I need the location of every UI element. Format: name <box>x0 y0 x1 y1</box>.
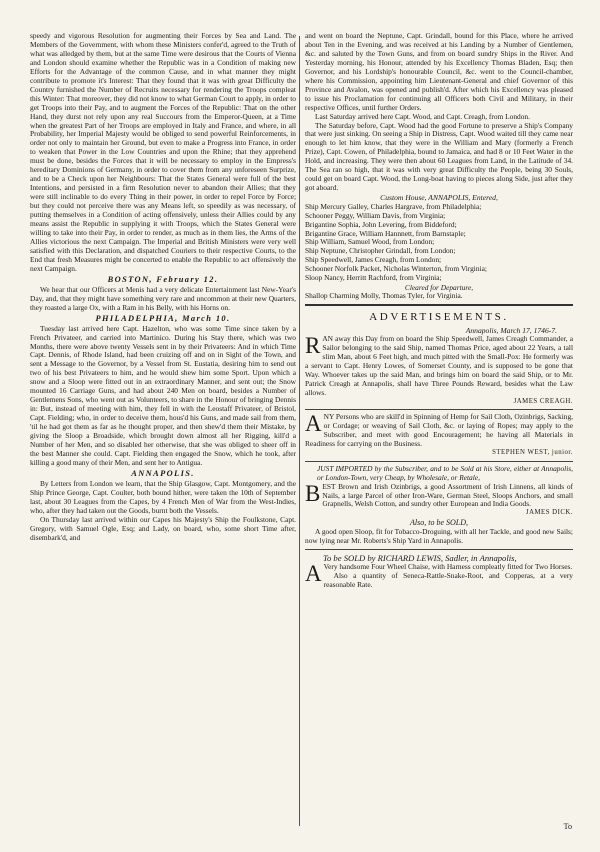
dateline: PHILADELPHIA, March 10. <box>95 313 231 323</box>
article-paragraph: speedy and vigorous Resolution for augmenting their Forces by Sea and Land. The Members of the Government, with whom these Ministers confer'd, agreed to the Truth of what was alledged by them, but at the same Time were desirous that the Courts of Vienna and London should examine whether the Republic was in a Condition of making new Efforts for the Advantage of the common Cause, and in what manner they might contribute to promote it's Interest: That they found that it was with great Difficulty the Country furnished the Number of Recruits necessary for rendering the Troops compleat this Winter: That moreover, they did not know to what German Court to apply, in order to get Troops into their Pay, and to augment the Forces of the Republic: That on the other Hand, they durst not rely upon any real Succours from the Emperor-Queen, at a Time when the greatest Part of her Troops are employed in Italy and France, and where, in all Probability, her Imperial Majesty would be obliged to send powerful Reinforcements, in order not only to maintain her Ground, but even to make a Progress into France, in order to weaken that Power in the Low Countries and upon the Rhine; that they apprehend must be done, besides the Forces that it will be necessary to employ in the Empress's hereditary Dominions of Germany, in order to cover them from any unforeseen Surprize, and to be a Check upon her Neighbours: That the States General were full of the best Intentions, and persisted in a firm Resolution never to abandon their Allies; that they were still inclinable to do every Thing in their power, in order to repel Force by Force; but they could not perceive there was any Means left, so speedily as was necessary, of putting themselves in a Condition of acting offensively, unless their Allies could by any means assist the Republic in supplying it with Troops, which the States General were willing to take into their Pay, in order to render, as much as in them lies, the Arms of the Allies victorious the next Campaign. The Imperial and British Ministers were very well satisfied with this Declaration, and dispatched Couriers to their respective Courts, to the End that fresh Measures might be concerted to enable the Republic to act offensively the next Campaign. <box>30 31 296 273</box>
article-paragraph: and went on board the Neptune, Capt. Grindall, bound for this Place, where he arrived about Ten in the Evening, and was received at his Landing by a Number of Gentlemen, &c. and saluted by the Town Guns, and from on board sundry Ships in the River. And Yesterday morning, his Honour, attended by his Excellency Thomas Bladen, Esq; then Governor, and his Lordship's honourable Council, &c. went to the Council-chamber, where his Commission, appointing him Lieutenant-General and chief Governor of this Province and Avalon, was opened and publish'd. After which his Excellency was pleased to issue his Proclamation for continuing all Officers both Civil and Military, in their respective Offices, until further Orders. <box>305 31 573 112</box>
ad-rule <box>305 409 573 410</box>
imported-goods-advertisement <box>305 465 573 546</box>
advertisement-date: Annapolis, March 17, 1746-7. <box>465 326 557 336</box>
article-paragraph: Last Saturday arrived here Capt. Wood, and Capt. Creagh, from London. <box>315 111 530 121</box>
custom-house-heading: Custom House, ANNAPOLIS, Entered, <box>380 193 498 203</box>
article-paragraph: On Thursday last arrived within our Capes his Majesty's Ship the Foulkstone, Capt. Gregory, with Samuel Ogle, Esq; and Lady, on board, who, some short Time after, disembark'd, and <box>30 514 296 542</box>
dateline: ANNAPOLIS. <box>131 468 195 478</box>
advertisement-body: NY Persons who are skill'd in Spinning of Hemp for Sail Cloth, Ozinbrigs, Sacking, or Cordage; or weaving of Sail Cloth, &c. or laying of Ropes; may apply to the Subscriber, and meet with good Encouragement; he having all Materials in Readiness for carrying on the Business. <box>305 412 573 449</box>
drop-cap: A <box>305 560 322 586</box>
advertisement-body: AN away this Day from on board the Ship Speedwell, James Creagh Commander, a Sailor belonging to the said Ship, named Thomas Price, aged about 22 Years, a tall slim Man, about 6 Feet high, and much pitted with the Small-Pox: He formerly was a servant to Capt. Henry Lowes, of Somerset County, and is supposed to be gone that Way. Whoever takes up the said Man, and brings him on board the said Ship, or to Mr. Patrick Creagh at Annapolis, shall have Three Pounds Reward, besides what the Law allows. <box>305 334 573 397</box>
column-divider <box>299 36 300 826</box>
cleared-vessel: Shallop Charming Molly, Thomas Tyler, for Virginia. <box>305 291 463 301</box>
advertisement-heading: Also, to be SOLD, <box>410 517 468 527</box>
advertisement-body: A good open Sloop, fit for Tobacco-Droguing, with all her Tackle, and good new Sails; now lying near Mr. Roberts's Ship Yard in Annapolis. <box>305 526 573 545</box>
dateline: BOSTON, February 12. <box>107 274 219 284</box>
advertisement-body: Very handsome Four Wheel Chaise, with Harness compleatly fitted for Two Horses. <box>323 561 573 571</box>
advertisement-body: EST Brown and Irish Ozinbrigs, a good Assortment of Irish Linnens, all kinds of Nails, a large Parcel of other Iron-Ware, German Steel, Sloops Anchors, and small Grapnells, Welsh Cotton, and sundry other European and India Goods. <box>322 481 573 509</box>
ad-rule <box>305 549 573 550</box>
advertisement-heading: JUST IMPORTED by the Subscriber, and to be Sold at his Store, either at Annapolis, or London-Town, very Cheap, by Wholesale, or Retale, <box>317 463 573 482</box>
catchword: To <box>563 822 572 831</box>
advertisement-heading: To be SOLD by RICHARD LEWIS, Sadler, in Annapolis, <box>323 552 517 563</box>
hemp-advertisement <box>305 413 573 457</box>
lewis-advertisement <box>305 553 573 590</box>
entered-vessel: Ship Mercury Galley, Charles Hargrave, from Philadelphia; <box>305 201 482 211</box>
entered-vessel: Ship Neptune, Christopher Grindall, from London; <box>305 246 456 256</box>
drop-cap: B <box>305 480 321 506</box>
entered-vessel: Sloop Nancy, Herritt Rachford, from Virginia; <box>305 273 442 283</box>
article-paragraph: We hear that our Officers at Menis had a very delicate Entertainment last New-Year's Day, and, that they might have something very rare and uncommon at their new Quarters, they roasted a large Ox, with a Ram in his Belly, with his Horns on. <box>30 284 296 312</box>
article-paragraph: The Saturday before, Capt. Wood had the good Fortune to preserve a Ship's Company that were just sinking. On seeing a Ship in Distress, Capt. Wood waited till they came near enough to let him know, that they were in the William and Mary (formerly a French Prize), Capt. Cowen, of Philadelphia, bound to Jamaica, and had 8 or 10 Feet Water in the Hold, and increasing. They were then about 60 Leagues from Land, in the Latitude of 34. The Sea ran so high, that it was with very great Difficulty the People, being 30 Souls, could get on board Capt. Wood, the Long-boat having to pieces along Side, just after they got aboard. <box>305 120 573 193</box>
advertisement-body: Also a quantity of Seneca-Rattle-Snake-Root, and Copperas, at a very reasonable Rate. <box>323 570 573 589</box>
entered-vessel: Ship Speedwell, James Creagh, from London; <box>305 255 442 265</box>
advertisement-signature: STEPHEN WEST, junior. <box>492 449 573 457</box>
entered-vessels-list <box>305 203 573 284</box>
runaway-advertisement <box>305 335 573 406</box>
section-rule <box>305 304 573 306</box>
article-paragraph: Tuesday last arrived here Capt. Hazelton, who was some Time since taken by a French Privateer, and carried into Martinico. During his Stay there, which was two Months, there were above twenty Vessels sent in by their Privateers: And in which Time Capt. Dennis, of Rhode Island, had been cruizing off and on in Sight of the Town, and sent a Message to the Governor, by a Vessel from St. Eustatia, desiring him to send out two of his best Privateers to him, and he would shew him some Sport. Upon which a snow and a Sloop were fitted out in an extraordinary Manner, and sent out; the Snow mounted 16 Carriage Guns, and had about 240 Men on board, besides a Number of Gentlemens Sons, who went out as Volunteers, to share in the Honour of bringing Dennis in: But, instead of meeting with him, they fell in with the Leostaff Privateer, of Bristol, Capt. Fielding; who, in order to deceive them, hous'd his Guns, and made sail from them, 'til he had got them as far as he thought proper, and then shew'd them their Mistake, by giving the Sloop a Broadside, which brought down almost all her Rigging, kill'd a Number of her Men, and so disabled her otherwise, that she was obliged to sheer off in the best Manner she could. Capt. Fielding then engaged the Snow, which he took, after killing a good many of their Men, and sent her to Antigua. <box>30 323 296 467</box>
right-column <box>305 32 573 590</box>
entered-vessel: Schooner Norfolk Packet, Nicholas Winterton, from Virginia; <box>305 264 487 274</box>
drop-cap: R <box>305 333 321 359</box>
entered-vessel: Schooner Peggy, William Davis, from Virginia; <box>305 210 446 220</box>
entered-vessel: Brigantine Sophia, John Levering, from Biddeford; <box>305 219 457 229</box>
article-paragraph: By Letters from London we learn, that the Ship Glasgow, Capt. Montgomery, and the Ship Prince George, Capt. Coulter, both bound hither, were taken the 10th of September last, about 30 Leagues from the Capes, by 4 French Men of War from the West-Indies, who, after they had taken out the Goods, burnt both the Vessels. <box>30 478 296 515</box>
entered-vessel: Brigantine Grace, William Hannnett, from Barnstaple; <box>305 228 466 238</box>
left-column <box>30 32 296 543</box>
drop-cap: A <box>305 411 322 437</box>
entered-vessel: Ship William, Samuel Wood, from London; <box>305 237 435 247</box>
ad-rule <box>305 461 573 462</box>
advertisements-heading: ADVERTISEMENTS. <box>369 311 509 324</box>
cleared-heading: Cleared for Departure, <box>404 283 474 293</box>
advertisement-signature: JAMES CREAGH. <box>513 397 573 405</box>
advertisement-signature: JAMES DICK. <box>525 509 573 517</box>
